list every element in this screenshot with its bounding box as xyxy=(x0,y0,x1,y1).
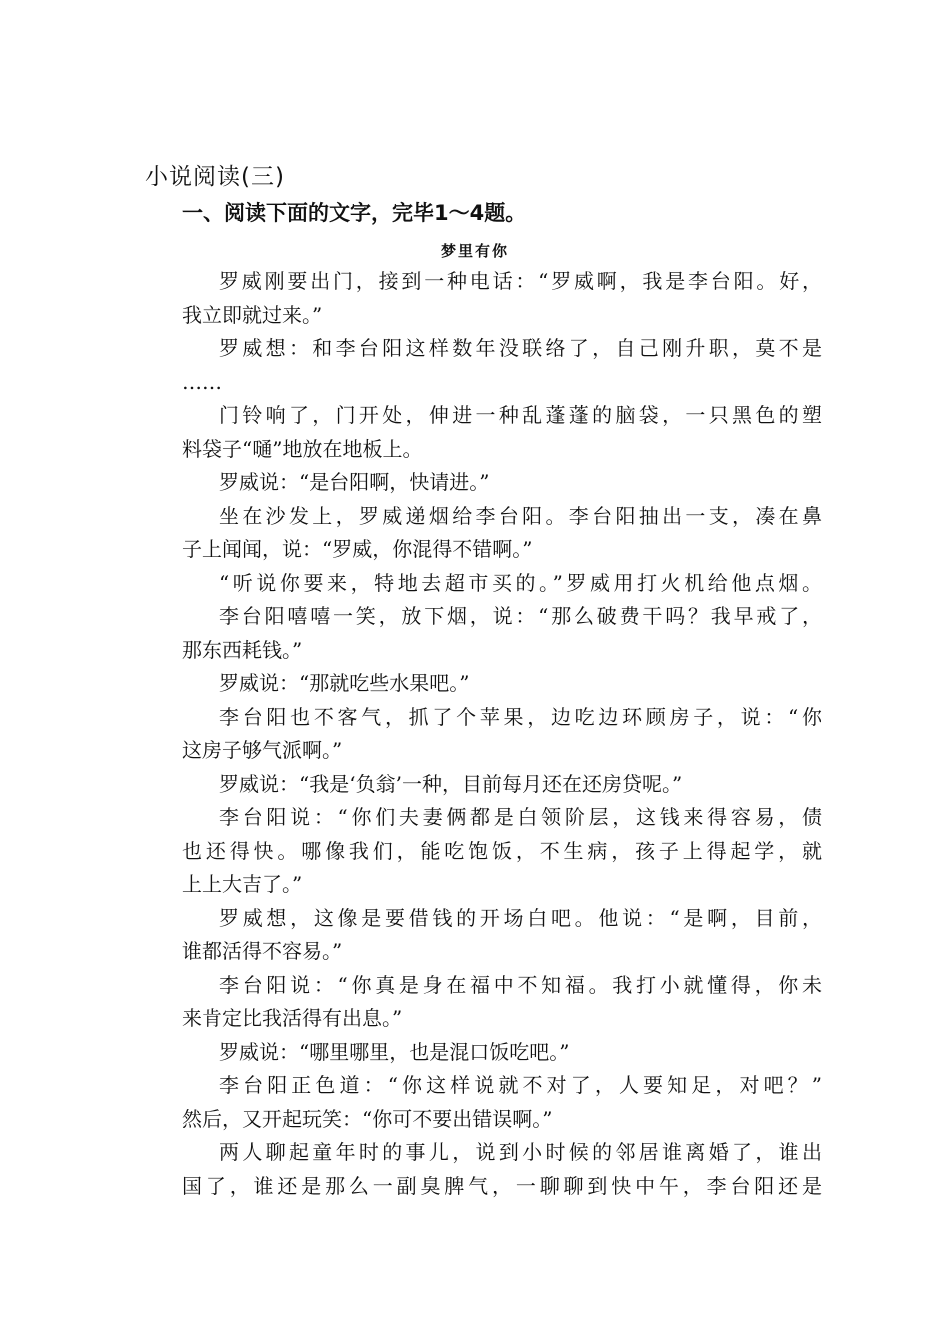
story-title: 梦里有你 xyxy=(440,242,509,260)
text-line: “听说你要来，特地去超市买的。”罗威用打火机给他点烟。 xyxy=(219,570,822,595)
text-line: 李台阳说：“你真是身在福中不知福。我打小就懂得，你未 xyxy=(219,972,822,997)
text-line: 罗威想：和李台阳这样数年没联络了，自己刚升职，莫不是 xyxy=(219,336,822,360)
text-line: 也还得快。哪像我们，能吃饱饭，不生病，孩子上得起学，就 xyxy=(182,838,822,863)
text-line: 李台阳正色道：“你这样说就不对了，人要知足，对吧？” xyxy=(219,1073,822,1097)
question-instruction: 一、阅读下面的文字，完毕1～4题。 xyxy=(182,201,527,225)
text-line: 罗威想，这像是要借钱的开场白吧。他说：“是啊，目前， xyxy=(219,905,822,930)
text-line: 罗威说：“那就吃些水果吧。” xyxy=(219,671,470,695)
text-line: 谁都活得不容易。” xyxy=(182,939,343,963)
text-line: 然后，又开起玩笑：“你可不要出错误啊。” xyxy=(182,1106,553,1131)
text-line: 罗威刚要出门，接到一种电话：“罗威啊，我是李台阳。好， xyxy=(219,269,822,293)
text-line: 罗威说：“我是‘负翁’一种，目前每月还在还房贷呢。” xyxy=(219,771,683,796)
text-line: 门铃响了，门开处，伸进一种乱蓬蓬的脑袋，一只黑色的塑 xyxy=(219,403,822,427)
text-line: 罗威说：“是台阳啊，快请进。” xyxy=(219,470,490,494)
text-line: 李台阳说：“你们夫妻俩都是白领阶层，这钱来得容易，债 xyxy=(219,805,822,829)
text-line: 料袋子“嗵”地放在地板上。 xyxy=(182,436,423,461)
text-line: …… xyxy=(182,369,222,394)
text-line: 国了，谁还是那么一副臭脾气，一聊聊到快中午，李台阳还是 xyxy=(182,1173,822,1198)
text-line: 子上闻闻，说：“罗威，你混得不错啊。” xyxy=(182,537,533,561)
text-line: 这房子够气派啊。” xyxy=(182,738,343,762)
text-line: 李台阳也不客气，抓了个苹果，边吃边环顾房子，说：“你 xyxy=(219,704,822,729)
text-line: 李台阳嘻嘻一笑，放下烟，说：“那么破费干吗？我早戒了， xyxy=(219,604,822,628)
text-line: 来肯定比我活得有出息。” xyxy=(182,1006,403,1030)
text-line: 坐在沙发上，罗威递烟给李台阳。李台阳抽出一支，凑在鼻 xyxy=(219,503,822,528)
text-line: 那东西耗钱。” xyxy=(182,637,303,662)
section-title: 小说阅读(三) xyxy=(145,164,285,190)
story-body xyxy=(182,265,822,1203)
text-line: 我立即就过来。” xyxy=(182,302,323,327)
text-line: 罗威说：“哪里哪里，也是混口饭吃吧。” xyxy=(219,1039,570,1064)
text-line: 两人聊起童年时的事儿，说到小时候的邻居谁离婚了，谁出 xyxy=(219,1140,822,1164)
text-line: 上上大吉了。” xyxy=(182,872,303,896)
